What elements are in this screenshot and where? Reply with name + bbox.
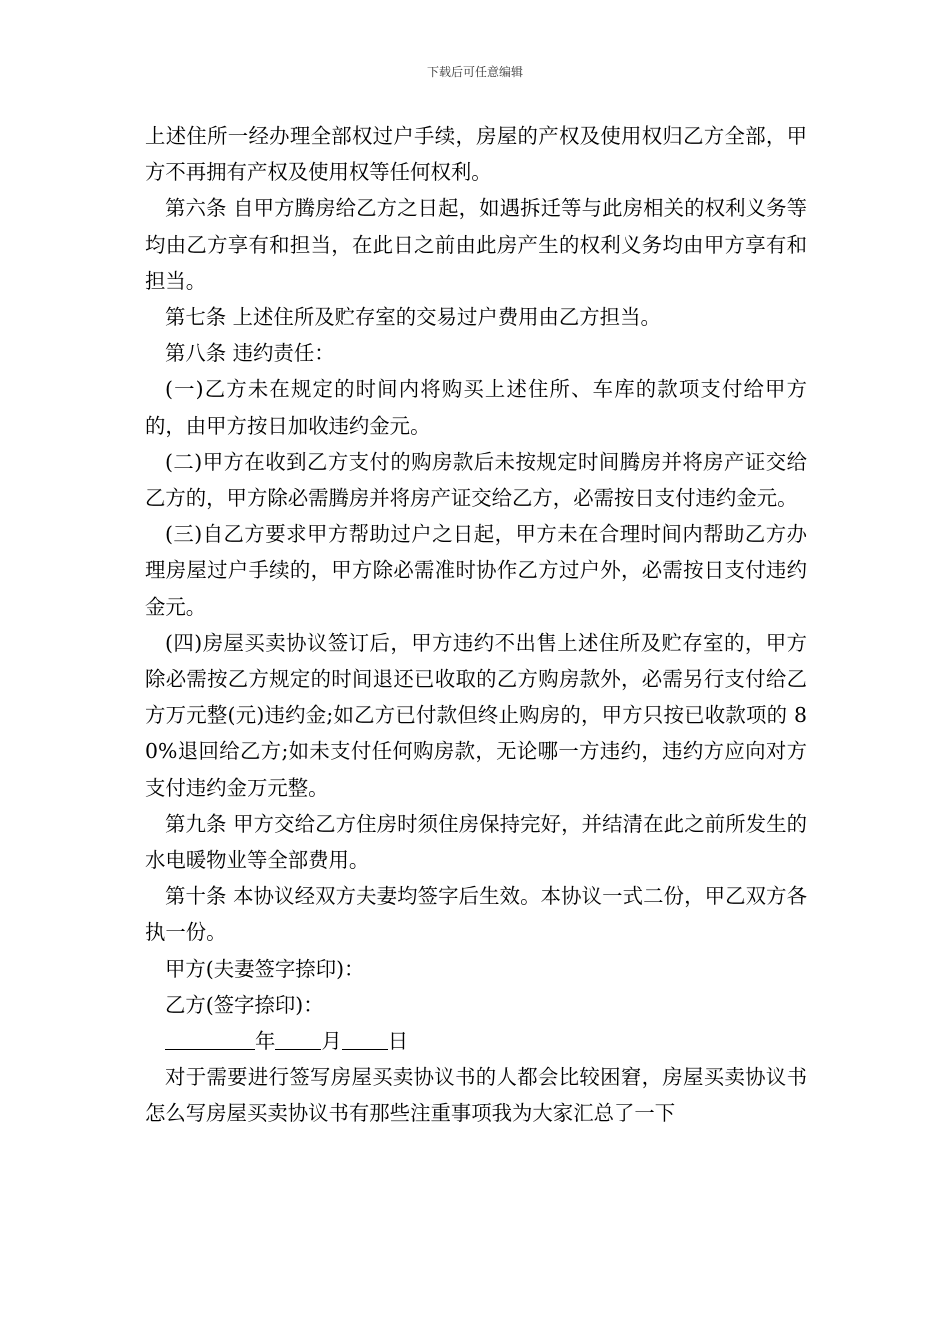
paragraph-article-8-item-4: (四)房屋买卖协议签订后，甲方违约不出售上述住所及贮存室的，甲方除必需按乙方规定的时间退还已收取的乙方购房款外，必需另行支付给乙方万元整(元)违约金;如乙方已付款但终止购房的，甲方只按已收款项的 80%退回给乙方;如未支付任何购房款，无论哪一方违约，违约方应向对方支付违约金万元整。: [145, 630, 807, 800]
date-line: [145, 1023, 807, 1059]
month-blank: [275, 1023, 321, 1050]
year-label: 年: [255, 1029, 276, 1054]
paragraph-article-8-item-1: (一)乙方未在规定的时间内将购买上述住所、车库的款项支付给甲方的，由甲方按日加收违约金元。: [145, 377, 807, 438]
signature-party-a: 甲方(夫妻签字捺印)：: [165, 956, 365, 981]
paragraph-ownership-transfer: 上述住所一经办理全部权过户手续，房屋的产权及使用权归乙方全部，甲方不再拥有产权及使用权等任何权利。: [145, 124, 807, 185]
paragraph-article-8-item-2: (二)甲方在收到乙方支付的购房款后未按规定时间腾房并将房产证交给乙方的，甲方除必需腾房并将房产证交给乙方，必需按日支付违约金元。: [145, 449, 807, 511]
paragraph-article-8-heading: 第八条 违约责任：: [165, 341, 335, 366]
paragraph-closing-note: 对于需要进行签写房屋买卖协议书的人都会比较困窘，房屋买卖协议书怎么写房屋买卖协议书有那些注重事项我为大家汇总了一下: [145, 1065, 807, 1126]
day-label: 日: [387, 1029, 409, 1054]
paragraph-article-8-item-3: (三)自乙方要求甲方帮助过户之日起，甲方未在合理时间内帮助乙方办理房屋过户手续的，甲方除必需准时协作乙方过户外，必需按日支付违约金元。: [145, 522, 807, 619]
paragraph-article-10: 第十条 本协议经双方夫妻均签字后生效。本协议一式二份，甲乙双方各执一份。: [145, 884, 807, 945]
year-blank: [165, 1023, 255, 1050]
signature-party-b: 乙方(签字捺印)：: [165, 992, 324, 1017]
paragraph-article-7: 第七条 上述住所及贮存室的交易过户费用由乙方担当。: [165, 305, 661, 330]
paragraph-article-6: 第六条 自甲方腾房给乙方之日起，如遇拆迁等与此房相关的权利义务等均由乙方享有和担当，在此日之前由此房产生的权利义务均由甲方享有和担当。: [145, 196, 807, 293]
day-blank: [342, 1023, 388, 1050]
page-header-note: 下载后可任意编辑: [426, 65, 523, 79]
month-label: 月: [321, 1029, 342, 1054]
paragraph-article-9: 第九条 甲方交给乙方住房时须住房保持完好，并结清在此之前所发生的水电暖物业等全部费用。: [145, 811, 807, 873]
document-body: [145, 118, 807, 1132]
